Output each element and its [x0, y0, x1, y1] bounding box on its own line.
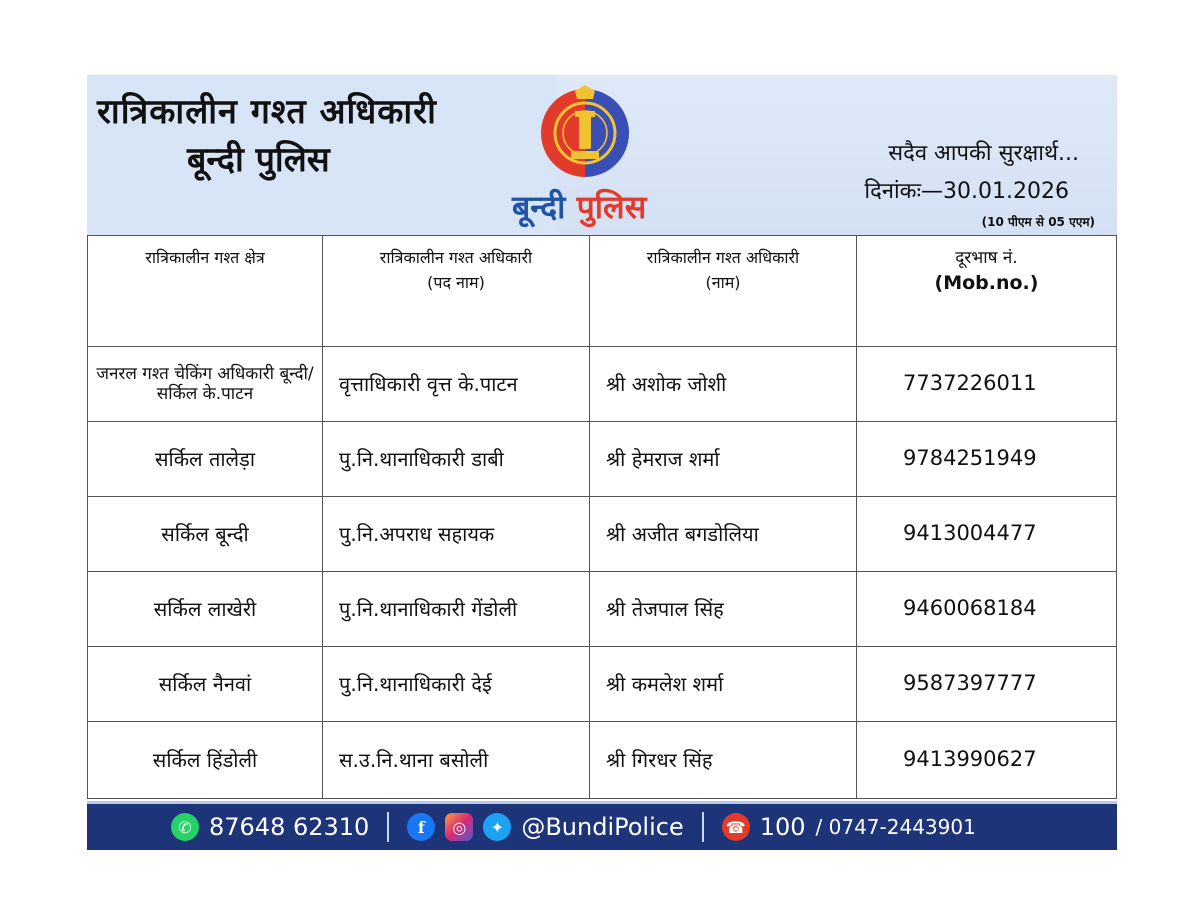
- table-header-row: [87, 235, 1117, 347]
- social-handles[interactable]: [407, 813, 683, 841]
- cell-name: श्री तेजपाल सिंह: [589, 571, 857, 647]
- cell-name: श्री कमलेश शर्मा: [589, 646, 857, 722]
- header-mobile: दूरभाष नं. (Mob.no.): [856, 235, 1117, 347]
- table-row: [87, 346, 1117, 422]
- footer-divider: [702, 812, 704, 842]
- date-label: दिनांकः—: [864, 179, 944, 204]
- cell-name: श्री हेमराज शर्मा: [589, 421, 857, 497]
- cell-name: श्री अजीत बगडोलिया: [589, 496, 857, 572]
- cell-mobile[interactable]: 9784251949: [856, 421, 1117, 497]
- facebook-icon[interactable]: f: [407, 813, 435, 841]
- cell-area: जनरल गश्त चेकिंग अधिकारी बून्दी/सर्किल के.पाटन: [87, 346, 323, 422]
- phone-icon: ☎: [722, 813, 750, 841]
- date-value: 30.01.2026: [943, 179, 1069, 204]
- whatsapp-icon: ✆: [171, 813, 199, 841]
- emergency-contact[interactable]: [722, 813, 976, 841]
- emergency-number: 100: [759, 813, 806, 841]
- header-post: रात्रिकालीन गश्त अधिकारी (पद नाम): [322, 235, 590, 347]
- page-subtitle: बून्दी पुलिस: [187, 140, 330, 180]
- cell-post: वृत्ताधिकारी वृत्त के.पाटन: [322, 346, 590, 422]
- cell-post: पु.नि.थानाधिकारी गेंडोली: [322, 571, 590, 647]
- time-range: (10 पीएम से 05 एएम): [981, 215, 1095, 229]
- cell-area: सर्किल नैनवां: [87, 646, 323, 722]
- table-row: [87, 421, 1117, 497]
- cell-mobile[interactable]: 9587397777: [856, 646, 1117, 722]
- table-row: [87, 571, 1117, 647]
- cell-name: श्री अशोक जोशी: [589, 346, 857, 422]
- cell-post: पु.नि.थानाधिकारी डाबी: [322, 421, 590, 497]
- whatsapp-number: 87648 62310: [209, 813, 370, 841]
- cell-area: सर्किल लाखेरी: [87, 571, 323, 647]
- date-line: [864, 175, 1069, 205]
- cell-mobile[interactable]: 9460068184: [856, 571, 1117, 647]
- page-title: रात्रिकालीन गश्त अधिकारी: [97, 92, 437, 132]
- footer-divider: [387, 812, 389, 842]
- cell-name: श्री गिरधर सिंह: [589, 721, 857, 799]
- cell-mobile[interactable]: 9413990627: [856, 721, 1117, 799]
- table-row: [87, 646, 1117, 722]
- twitter-icon[interactable]: ✦: [483, 813, 511, 841]
- footer-bar: [87, 801, 1117, 850]
- cell-area: सर्किल हिंडोली: [87, 721, 323, 799]
- instagram-icon[interactable]: ◎: [445, 813, 473, 841]
- landline-number: / 0747-2443901: [815, 815, 976, 839]
- tagline: सदैव आपकी सुरक्षार्थ...: [888, 141, 1079, 166]
- cell-post: पु.नि.थानाधिकारी देई: [322, 646, 590, 722]
- whatsapp-contact[interactable]: [171, 813, 369, 841]
- cell-post: पु.नि.अपराध सहायक: [322, 496, 590, 572]
- cell-area: सर्किल बून्दी: [87, 496, 323, 572]
- header-name: रात्रिकालीन गश्त अधिकारी (नाम): [589, 235, 857, 347]
- table-row: [87, 496, 1117, 572]
- notice-card: [87, 75, 1117, 847]
- cell-area: सर्किल तालेड़ा: [87, 421, 323, 497]
- brand-name: बून्दी पुलिस: [512, 188, 647, 226]
- cell-mobile[interactable]: 9413004477: [856, 496, 1117, 572]
- header-banner: [87, 75, 1117, 235]
- header-area: रात्रिकालीन गश्त क्षेत्र: [87, 235, 323, 347]
- table-row: [87, 721, 1117, 799]
- cell-mobile[interactable]: 7737226011: [856, 346, 1117, 422]
- social-handle: @BundiPolice: [521, 813, 684, 841]
- cell-post: स.उ.नि.थाना बसोली: [322, 721, 590, 799]
- police-logo-icon: [535, 81, 635, 181]
